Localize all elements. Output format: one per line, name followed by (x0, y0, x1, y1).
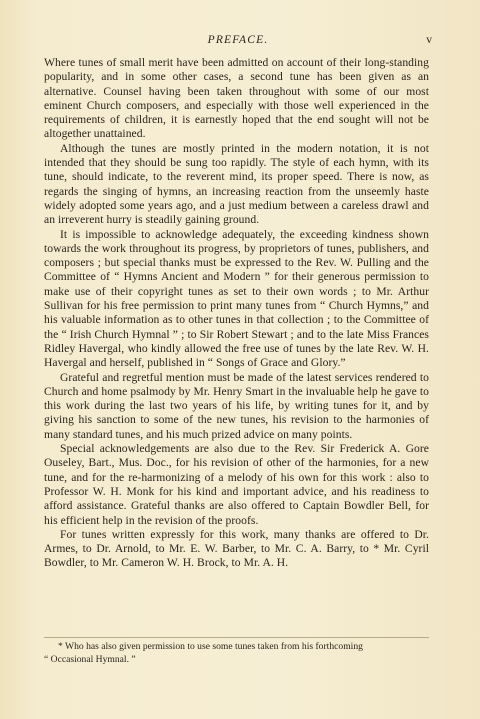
page-header (44, 34, 432, 50)
footnote (44, 641, 429, 666)
paragraph-tune-writers: For tunes written expressly for this work, many thanks are offered to Dr. Armes, to Dr. Arnold, to Mr. E. W. Barber, to Mr. C. A. Barry, to * Mr. Cyril Bowdler, to Mr. Cameron W. H. Brock, to Mr. A. H. (44, 527, 429, 570)
footnote-line-1: * Who has also given permission to use some tunes taken from his forthcoming (58, 641, 363, 652)
footnote-line-2: “ Occasional Hymnal. ” (44, 653, 136, 665)
paragraph-special-acknowledgements: Special acknowledgements are also due to the Rev. Sir Frederick A. Gore Ouseley, Bart., Mus. Doc., for his revision of other of the harmonies, for a new tune, and for the re-harmonizing of a melody of his own for this work : also to Professor W. H. Monk for his kind and important advice, and his readiness to afford assistance. Grateful thanks are also offered to Captain Bowdler Bell, for his efficient help in the revision of the proofs. (44, 442, 429, 527)
paragraph-alternative-tunes: Where tunes of small merit have been admitted on account of their long-standing popularity, and in some other cases, a second tune has been given as an alternative. Counsel having been taken throughout with some of our most eminent Church composers, and especially with those well experienced in the requirements of children, it is earnestly hoped that the end sought will not be altogether unattained. (44, 56, 429, 141)
paragraph-henry-smart: Grateful and regretful mention must be made of the latest services rendered to Church and home psalmody by Mr. Henry Smart in the invaluable help he gave to this work during the last two years of his life, by writing tunes for it, and by giving his sanction to some of the new tunes, his revision to the harmonies of many standard tunes, and his much prized advice on many points. (44, 370, 429, 441)
page-number: v (426, 34, 432, 46)
footnote-rule (44, 637, 429, 638)
running-title: PREFACE. (207, 34, 269, 46)
paragraph-notation-speed: Although the tunes are mostly printed in the modern notation, it is not intended that they should be sung too rapidly. The style of each hymn, with its tune, should indicate, to the reverent mind, its proper speed. There is now, as regards the singing of hymns, an increasing reaction from the unseemly haste widely adopted some years ago, and a just medium between a careless drawl and an irreverent hurry is steadily gaining ground. (44, 141, 429, 227)
paragraph-acknowledgements: It is impossible to acknowledge adequately, the exceeding kindness shown towards the work throughout its progress, by proprietors of tunes, publishers, and composers ; but special thanks must be expressed to the Rev. W. Pulling and the Committee of “ Hymns Ancient and Modern ” for their generous permission to make use of their copyright tunes as set to their own words ; to Mr. Arthur Sullivan for his free permission to print many tunes from “ Church Hymns,” and his valuable information as to other tunes in that collection ; to the Committee of the “ Irish Church Hymnal ” ; to Sir Robert Stewart ; and to the late Miss Frances Ridley Havergal, who kindly allowed the free use of tunes by the late Rev. W. H. Havergal and herself, published in “ Songs of Grace and Glory.” (44, 227, 429, 370)
preface-body (44, 56, 429, 571)
